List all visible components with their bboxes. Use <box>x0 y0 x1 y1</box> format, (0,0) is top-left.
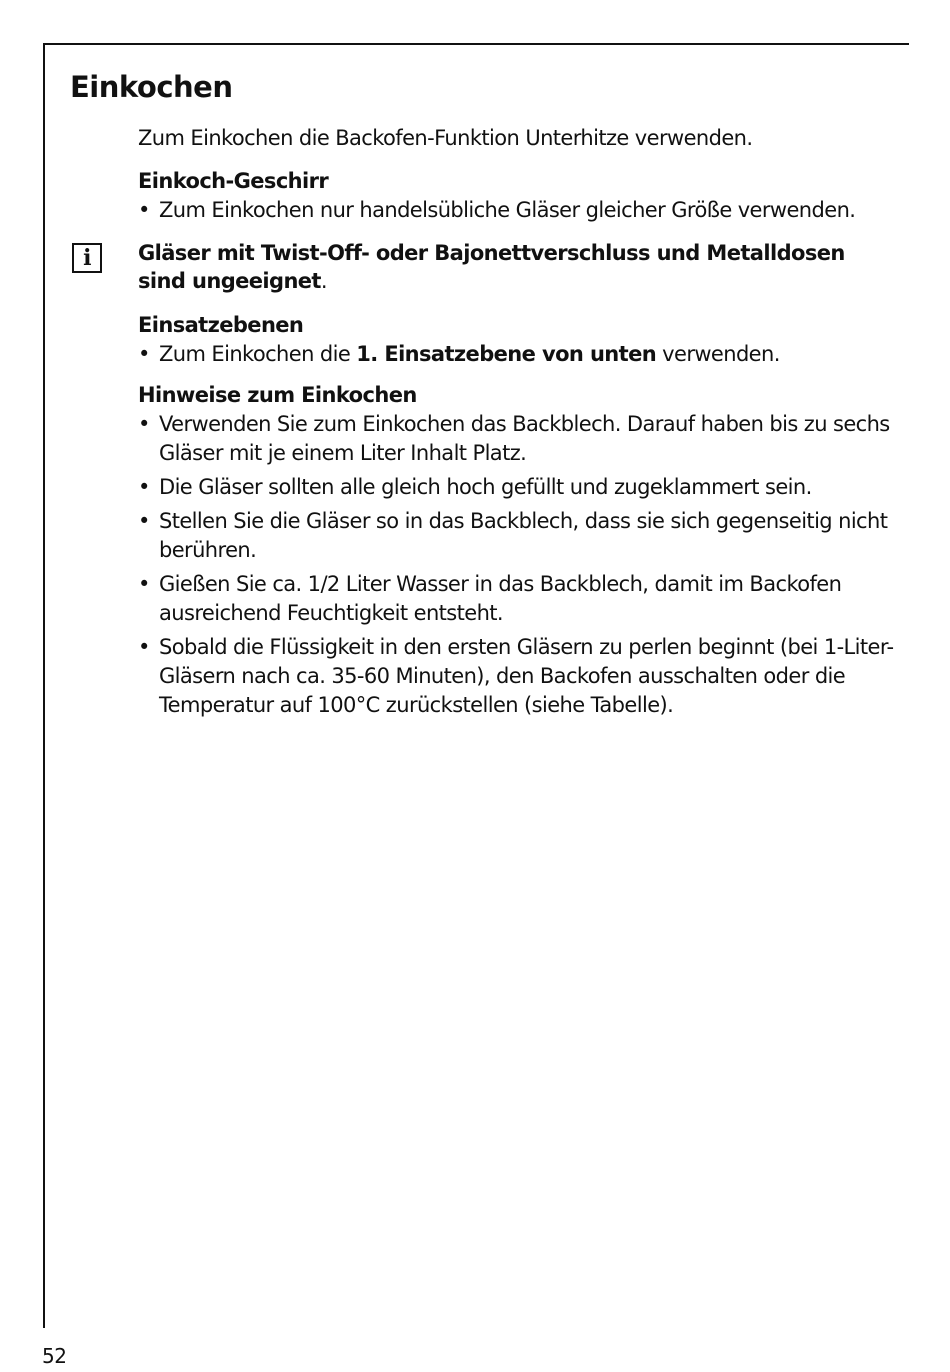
info-note-bold-text: Gläser mit Twist-Off- oder Bajonettverschluss und Metalldosen sind ungeeignet <box>138 241 845 293</box>
list-item: • Zum Einkochen nur handelsübliche Gläser gleicher Größe verwenden. <box>138 196 898 225</box>
list-item: • Verwenden Sie zum Einkochen das Backblech. Darauf haben bis zu sechs Gläser mit je einem Liter Inhalt Platz. <box>138 410 898 468</box>
list-item: • Gießen Sie ca. 1/2 Liter Wasser in das Backblech, damit im Backofen ausreichend Feuchtigkeit entsteht. <box>138 570 898 628</box>
page-title: Einkochen <box>70 70 233 104</box>
info-note-tail: . <box>320 269 327 293</box>
list-item <box>138 340 898 369</box>
bullet-text-suffix: verwenden. <box>656 342 780 366</box>
list-item: • Die Gläser sollten alle gleich hoch gefüllt und zugeklammert sein. <box>138 473 898 502</box>
bullet-text-prefix: Zum Einkochen die <box>159 342 357 366</box>
list-item: • Stellen Sie die Gläser so in das Backblech, dass sie sich gegenseitig nicht berühren. <box>138 507 898 565</box>
section-heading-einsatzebenen: Einsatzebenen <box>138 313 304 337</box>
section-heading-hinweise: Hinweise zum Einkochen <box>138 383 417 407</box>
section-heading-geschirr: Einkoch-Geschirr <box>138 169 329 193</box>
section-einsatzebenen <box>138 311 898 369</box>
info-icon: i <box>72 243 102 273</box>
list-item: • Sobald die Flüssigkeit in den ersten Gläsern zu perlen beginnt (bei 1-Liter-Gläsern nach ca. 35-60 Minuten), den Backofen ausschalten oder die Temperatur auf 100°C zurückstellen (siehe Tabelle). <box>138 633 898 720</box>
main-content <box>83 124 898 732</box>
page-number: 52 <box>42 1344 67 1368</box>
page-frame-left-rule <box>43 43 45 1328</box>
info-note <box>83 239 898 295</box>
section-einkoch-geschirr <box>138 167 898 225</box>
bullet-text-bold: 1. Einsatzebene von unten <box>356 342 657 366</box>
page-frame-top-rule <box>43 43 909 45</box>
section-hinweise <box>138 381 898 720</box>
intro-text: Zum Einkochen die Backofen-Funktion Unterhitze verwenden. <box>138 126 753 150</box>
